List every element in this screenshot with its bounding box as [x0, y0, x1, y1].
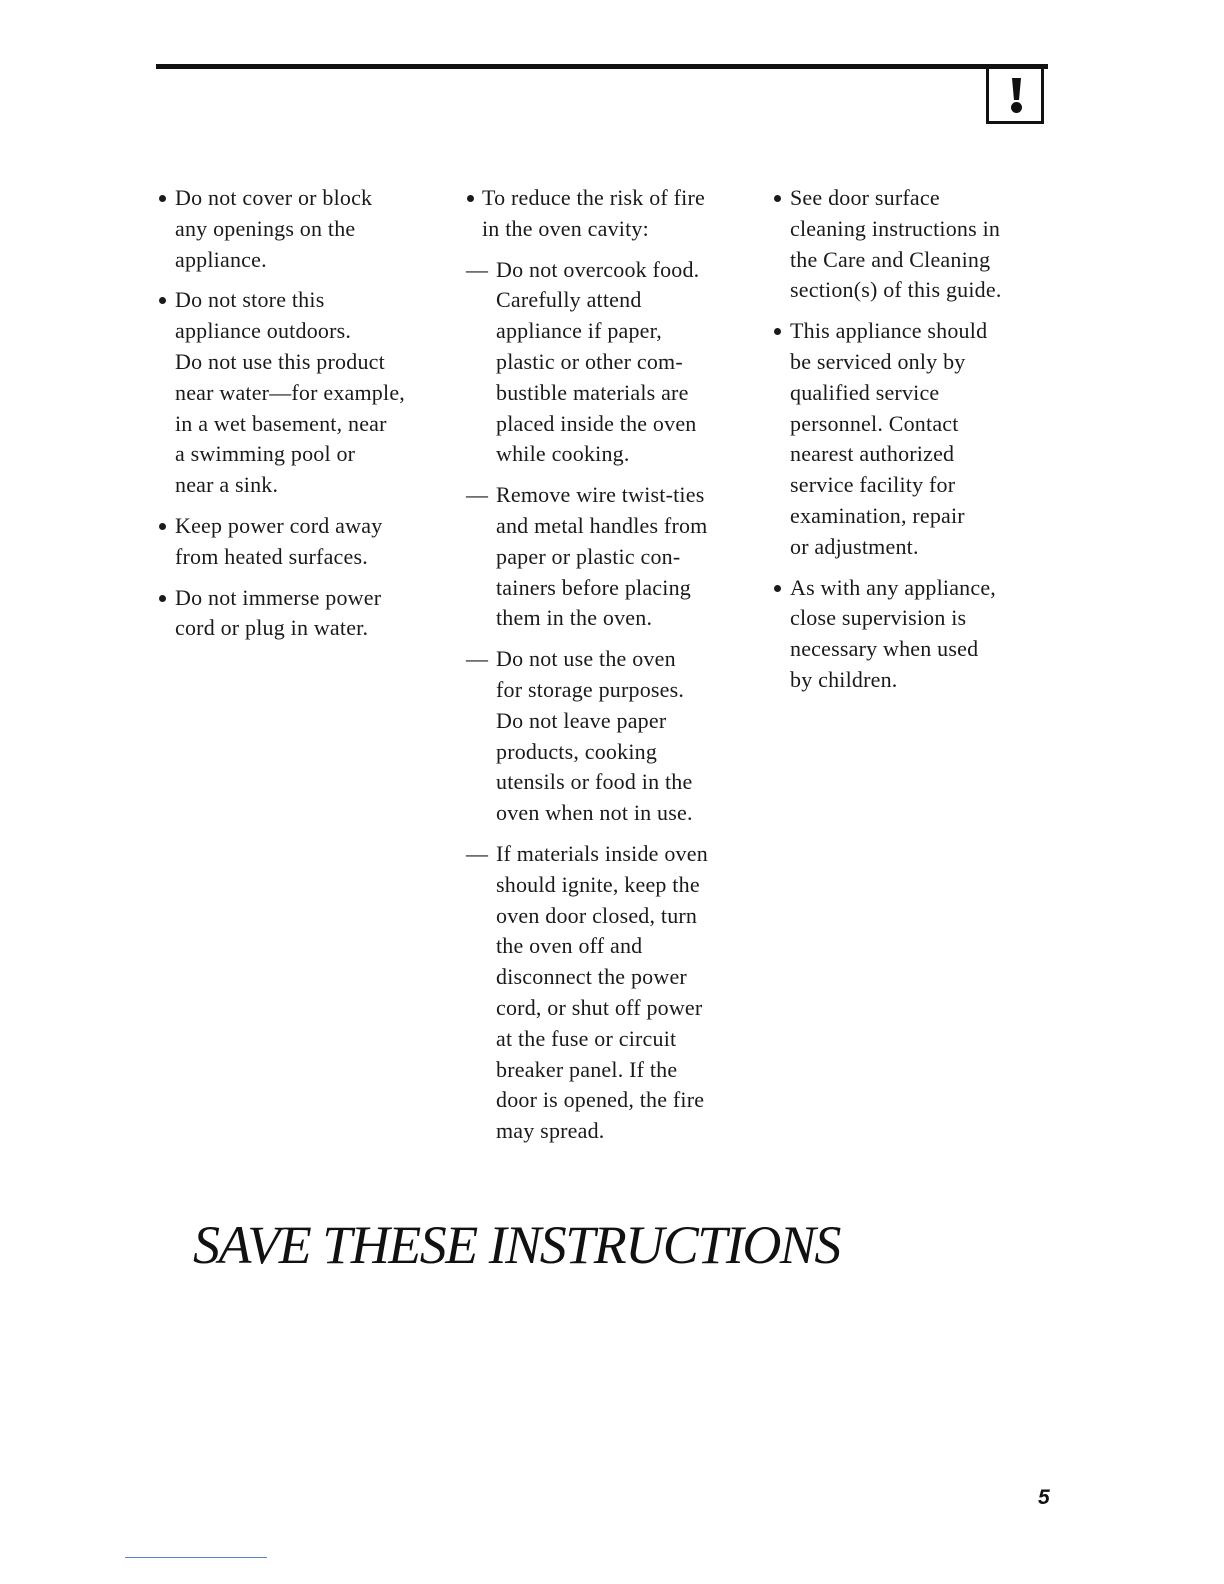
list-item: See door surface cleaning instructions in the Care and Cleaning section(s) of this guide.	[773, 183, 1043, 306]
bullet-icon	[774, 195, 781, 202]
column-3	[773, 183, 1043, 706]
list-item: Do not immerse power cord or plug in water.	[158, 583, 448, 645]
dash-marker: —	[466, 646, 489, 672]
column-2	[466, 183, 756, 1157]
list-item: Keep power cord away from heated surfaces.	[158, 511, 448, 573]
list-item: As with any appliance, close supervision is necessary when used by children.	[773, 573, 1043, 696]
bullet-icon	[159, 297, 166, 304]
sub-list-item: — Do not use the oven for storage purposes. Do not leave paper products, cooking utensils or food in the oven when not in use.	[466, 646, 693, 826]
list-item: To reduce the risk of fire in the oven cavity:	[466, 183, 756, 245]
dash-marker: —	[466, 482, 489, 508]
warning-box	[986, 64, 1044, 124]
header-rule	[156, 64, 1048, 69]
sub-list-item: — Do not overcook food. Carefully attend appliance if paper, plastic or other com- bustible materials are placed inside the oven while cooking.	[466, 256, 700, 467]
bullet-icon	[774, 585, 781, 592]
bullet-icon	[467, 195, 474, 202]
bullet-icon	[159, 523, 166, 530]
save-instructions-title: SAVE THESE INSTRUCTIONS	[193, 1215, 840, 1275]
sub-list-item: — If materials inside oven should ignite, keep the oven door closed, turn the oven off and disconnect the power cord, or shut off power at the fuse or circuit breaker panel. If the door is opened, the fire may spread.	[466, 840, 708, 1144]
sub-list-item: — Remove wire twist-ties and metal handles from paper or plastic con- tainers before placing them in the oven.	[466, 482, 708, 631]
column-1	[158, 183, 448, 654]
list-item: Do not cover or block any openings on the appliance.	[158, 183, 448, 275]
list-item: Do not store this appliance outdoors. Do not use this product near water—for example, in a wet basement, near a swimming pool or near a sink.	[158, 285, 448, 501]
bullet-icon	[159, 595, 166, 602]
dash-marker: —	[466, 256, 489, 282]
dash-marker: —	[466, 840, 489, 866]
bullet-icon	[159, 195, 166, 202]
page-number: 5	[1038, 1486, 1050, 1509]
footer-rule	[125, 1557, 267, 1558]
bullet-icon	[774, 328, 781, 335]
list-item: This appliance should be serviced only by qualified service personnel. Contact nearest authorized service facility for examination, repair or adjustment.	[773, 316, 1043, 562]
